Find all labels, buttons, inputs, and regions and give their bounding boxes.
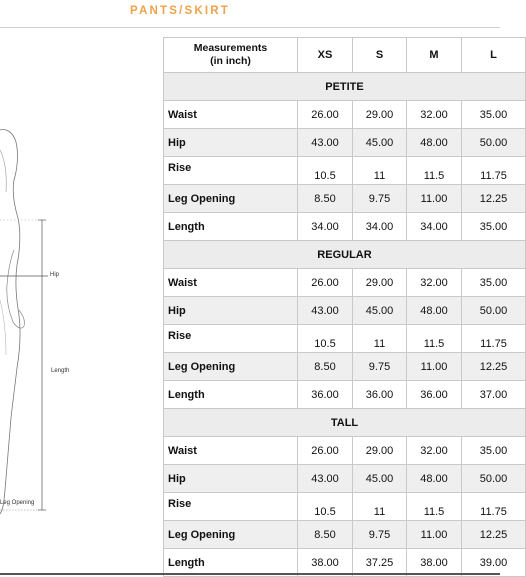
section-name: REGULAR — [164, 241, 526, 269]
section-header-row — [164, 409, 526, 437]
table-row — [164, 157, 526, 185]
value-cell: 34.00 — [353, 213, 407, 241]
value-cell: 10.5 — [298, 325, 353, 353]
value-cell: 11.75 — [462, 157, 526, 185]
row-label: Waist — [164, 101, 298, 129]
value-cell: 9.75 — [353, 521, 407, 549]
header-measurements-cell — [164, 38, 298, 73]
value-cell: 34.00 — [298, 213, 353, 241]
value-cell: 32.00 — [407, 437, 462, 465]
value-cell: 43.00 — [298, 465, 353, 493]
value-cell: 50.00 — [462, 465, 526, 493]
table-row — [164, 353, 526, 381]
table-row — [164, 493, 526, 521]
value-cell: 50.00 — [462, 297, 526, 325]
value-cell: 32.00 — [407, 101, 462, 129]
value-cell: 48.00 — [407, 297, 462, 325]
bottom-divider — [0, 573, 500, 575]
value-cell: 11.5 — [407, 157, 462, 185]
value-cell: 29.00 — [353, 101, 407, 129]
value-cell: 8.50 — [298, 353, 353, 381]
row-label: Leg Opening — [164, 353, 298, 381]
value-cell: 45.00 — [353, 297, 407, 325]
value-cell: 39.00 — [462, 549, 526, 577]
row-label: Leg Opening — [164, 185, 298, 213]
value-cell: 11.00 — [407, 353, 462, 381]
row-label: Rise — [164, 325, 298, 353]
value-cell: 50.00 — [462, 129, 526, 157]
value-cell: 26.00 — [298, 437, 353, 465]
table-row — [164, 297, 526, 325]
row-label: Leg Opening — [164, 521, 298, 549]
section-header-row — [164, 241, 526, 269]
header-size-l: L — [462, 38, 526, 73]
value-cell: 35.00 — [462, 437, 526, 465]
table-row — [164, 101, 526, 129]
value-cell: 11.00 — [407, 185, 462, 213]
row-label: Hip — [164, 297, 298, 325]
row-label: Hip — [164, 465, 298, 493]
value-cell: 29.00 — [353, 437, 407, 465]
row-label: Rise — [164, 493, 298, 521]
value-cell: 43.00 — [298, 297, 353, 325]
table-row — [164, 465, 526, 493]
value-cell: 45.00 — [353, 465, 407, 493]
row-label: Waist — [164, 437, 298, 465]
value-cell: 11 — [353, 157, 407, 185]
value-cell: 11 — [353, 493, 407, 521]
value-cell: 11.75 — [462, 325, 526, 353]
figure-label-leg-opening: Leg Opening — [0, 500, 35, 506]
value-cell: 36.00 — [298, 381, 353, 409]
value-cell: 9.75 — [353, 353, 407, 381]
value-cell: 37.00 — [462, 381, 526, 409]
row-label: Rise — [164, 157, 298, 185]
value-cell: 10.5 — [298, 157, 353, 185]
size-chart-table — [163, 37, 526, 577]
title-divider — [0, 27, 500, 28]
value-cell: 43.00 — [298, 129, 353, 157]
value-cell: 26.00 — [298, 269, 353, 297]
header-size-m: M — [407, 38, 462, 73]
header-unit-label: (in inch) — [210, 55, 251, 67]
value-cell: 48.00 — [407, 465, 462, 493]
table-row — [164, 381, 526, 409]
row-label: Length — [164, 213, 298, 241]
value-cell: 11.5 — [407, 325, 462, 353]
section-header-row — [164, 73, 526, 101]
value-cell: 38.00 — [407, 549, 462, 577]
value-cell: 48.00 — [407, 129, 462, 157]
value-cell: 38.00 — [298, 549, 353, 577]
row-label: Waist — [164, 269, 298, 297]
value-cell: 45.00 — [353, 129, 407, 157]
value-cell: 11.75 — [462, 493, 526, 521]
table-row — [164, 213, 526, 241]
table-header-row — [164, 38, 526, 73]
page-title: PANTS/SKIRT — [129, 5, 231, 17]
value-cell: 11 — [353, 325, 407, 353]
value-cell: 11.00 — [407, 521, 462, 549]
table-row — [164, 129, 526, 157]
row-label: Length — [164, 381, 298, 409]
row-label: Hip — [164, 129, 298, 157]
row-label: Length — [164, 549, 298, 577]
value-cell: 9.75 — [353, 185, 407, 213]
body-measurement-figure — [0, 100, 100, 520]
table-row — [164, 521, 526, 549]
value-cell: 35.00 — [462, 269, 526, 297]
header-measurements-label: Measurements — [193, 42, 268, 54]
value-cell: 34.00 — [407, 213, 462, 241]
header-size-s: S — [353, 38, 407, 73]
table-row — [164, 185, 526, 213]
value-cell: 32.00 — [407, 269, 462, 297]
value-cell: 35.00 — [462, 213, 526, 241]
value-cell: 36.00 — [407, 381, 462, 409]
value-cell: 8.50 — [298, 521, 353, 549]
table-row — [164, 325, 526, 353]
table-row — [164, 437, 526, 465]
value-cell: 29.00 — [353, 269, 407, 297]
figure-label-length: Length — [51, 368, 70, 374]
value-cell: 12.25 — [462, 353, 526, 381]
value-cell: 37.25 — [353, 549, 407, 577]
table-row — [164, 269, 526, 297]
figure-label-hip: Hip — [50, 272, 60, 278]
value-cell: 26.00 — [298, 101, 353, 129]
section-name: TALL — [164, 409, 526, 437]
value-cell: 8.50 — [298, 185, 353, 213]
value-cell: 35.00 — [462, 101, 526, 129]
value-cell: 12.25 — [462, 185, 526, 213]
value-cell: 12.25 — [462, 521, 526, 549]
header-size-xs: XS — [298, 38, 353, 73]
value-cell: 11.5 — [407, 493, 462, 521]
value-cell: 10.5 — [298, 493, 353, 521]
section-name: PETITE — [164, 73, 526, 101]
value-cell: 36.00 — [353, 381, 407, 409]
